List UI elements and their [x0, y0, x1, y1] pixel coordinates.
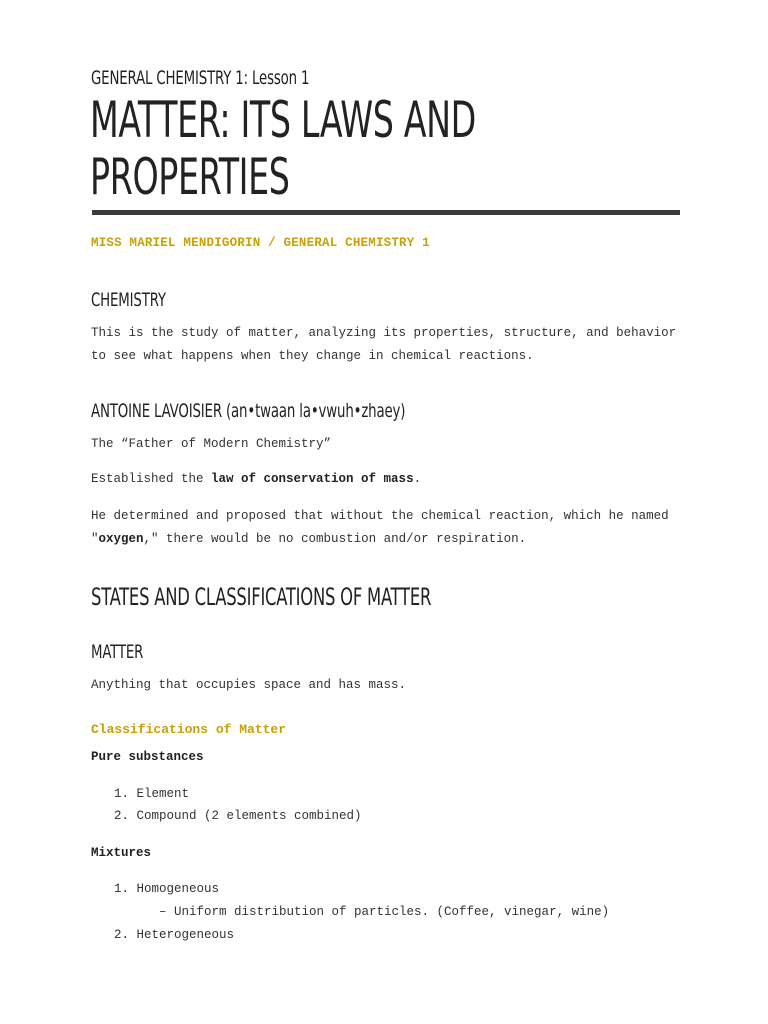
chemistry-definition	[91, 322, 676, 367]
list-item: 2. Heterogeneous	[114, 928, 235, 942]
determined-line1: He determined and proposed that without the chemical reaction, which he named	[91, 509, 669, 523]
classifications-heading: Classifications of Matter	[91, 722, 287, 737]
oxygen-bold: oxygen	[98, 531, 144, 546]
page-title-line2: PROPERTIES	[90, 148, 290, 206]
chemistry-definition-line1: This is the study of matter, analyzing its properties, structure, and behavior	[91, 326, 677, 340]
matter-definition: Anything that occupies space and has mass.	[91, 678, 407, 692]
byline: MISS MARIEL MENDIGORIN / GENERAL CHEMISTRY 1	[91, 236, 430, 250]
sub-list-item: – Uniform distribution of particles. (Coffee, vinegar, wine)	[159, 905, 610, 919]
list-item: 1. Homogeneous	[114, 882, 220, 896]
established-pre: Established the	[91, 472, 212, 486]
lavoisier-heading: ANTOINE LAVOISIER (an•twaan la•vwuh•zhaey)	[91, 400, 406, 422]
father-text: The “Father of Modern Chemistry”	[91, 437, 332, 451]
determined-quote-open: "	[91, 531, 99, 546]
chemistry-definition-line2: to see what happens when they change in chemical reactions.	[91, 348, 534, 363]
title-divider	[92, 210, 680, 215]
chemistry-heading: CHEMISTRY	[91, 289, 166, 311]
matter-heading: MATTER	[91, 641, 144, 663]
lesson-kicker: GENERAL CHEMISTRY 1: Lesson 1	[91, 67, 310, 89]
list-item: 1. Element	[114, 787, 190, 801]
page-title	[90, 92, 476, 206]
states-heading: STATES AND CLASSIFICATIONS OF MATTER	[91, 583, 432, 611]
established-post: .	[413, 472, 422, 486]
determined-rest: ," there would be no combustion and/or respiration.	[143, 531, 527, 546]
list-item: 2. Compound (2 elements combined)	[114, 809, 362, 823]
determined-line2	[91, 528, 669, 551]
mixtures-label: Mixtures	[91, 846, 152, 860]
page-title-line1: MATTER: ITS LAWS AND	[90, 91, 476, 149]
determined-text	[91, 505, 669, 550]
established-text	[91, 468, 421, 491]
conservation-law-bold: law of conservation of mass	[211, 472, 414, 486]
pure-substances-label: Pure substances	[91, 750, 204, 764]
